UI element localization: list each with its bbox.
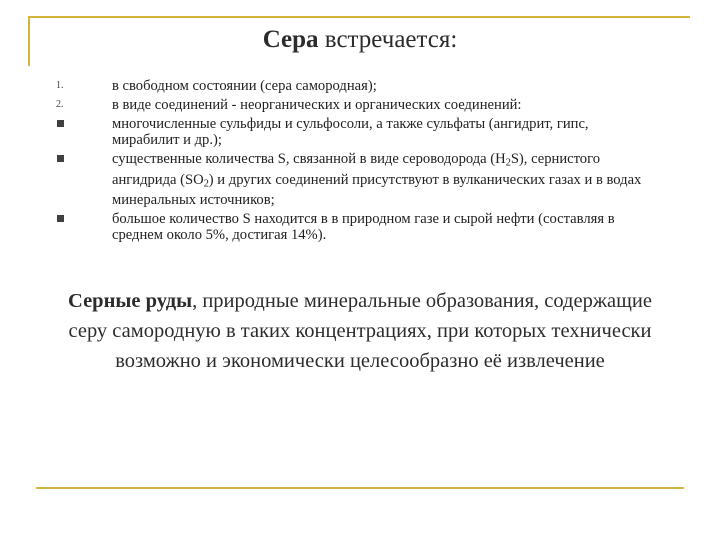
square-bullet-icon: [57, 215, 64, 222]
list-item-text: существенные количества S, связанной в виде сероводорода $(H_2S)$, сернистого ангидрида $(SO_2)$ и других соединений присутствуют в вулканических газах и в водах минеральных источников;: [112, 151, 642, 209]
list-number: 2.: [56, 99, 64, 110]
square-bullet-icon: [57, 120, 64, 127]
subscript: 2: [505, 157, 511, 169]
list-item: [56, 97, 646, 113]
definition-term: Серные руды: [68, 290, 193, 312]
frame-bottom-line: [36, 487, 684, 489]
list-item: [56, 151, 646, 208]
definition-text: , природные минеральные образования, содержащие серу самородную в таких концентрациях, при которых технически возможно и экономически целесообразно её извлечение: [68, 290, 652, 372]
title-bold: Сера: [262, 26, 319, 53]
slide-title: [0, 26, 720, 54]
frame-top-line: [28, 16, 690, 18]
list-item-text: большое количество S находится в в природном газе и сырой нефти (составляя в среднем около 5%, достигая 14%).: [112, 211, 615, 244]
title-rest: встречается:: [318, 26, 458, 53]
list-number: 1.: [56, 80, 64, 91]
list-item: [56, 116, 646, 148]
definition-paragraph: [50, 286, 670, 376]
list-item: [56, 78, 646, 94]
list-item-text: в виде соединений - неорганических и органических соединений:: [112, 97, 522, 113]
list-item-text: многочисленные сульфиды и сульфосоли, а также сульфаты (ангидрит, гипс, мирабилит и др.);: [112, 116, 589, 148]
square-bullet-icon: [57, 155, 64, 162]
occurrence-list: [56, 78, 646, 246]
list-item: [56, 211, 646, 243]
subscript: 2: [203, 178, 209, 190]
list-item-text: в свободном состоянии (сера самородная);: [112, 78, 377, 94]
